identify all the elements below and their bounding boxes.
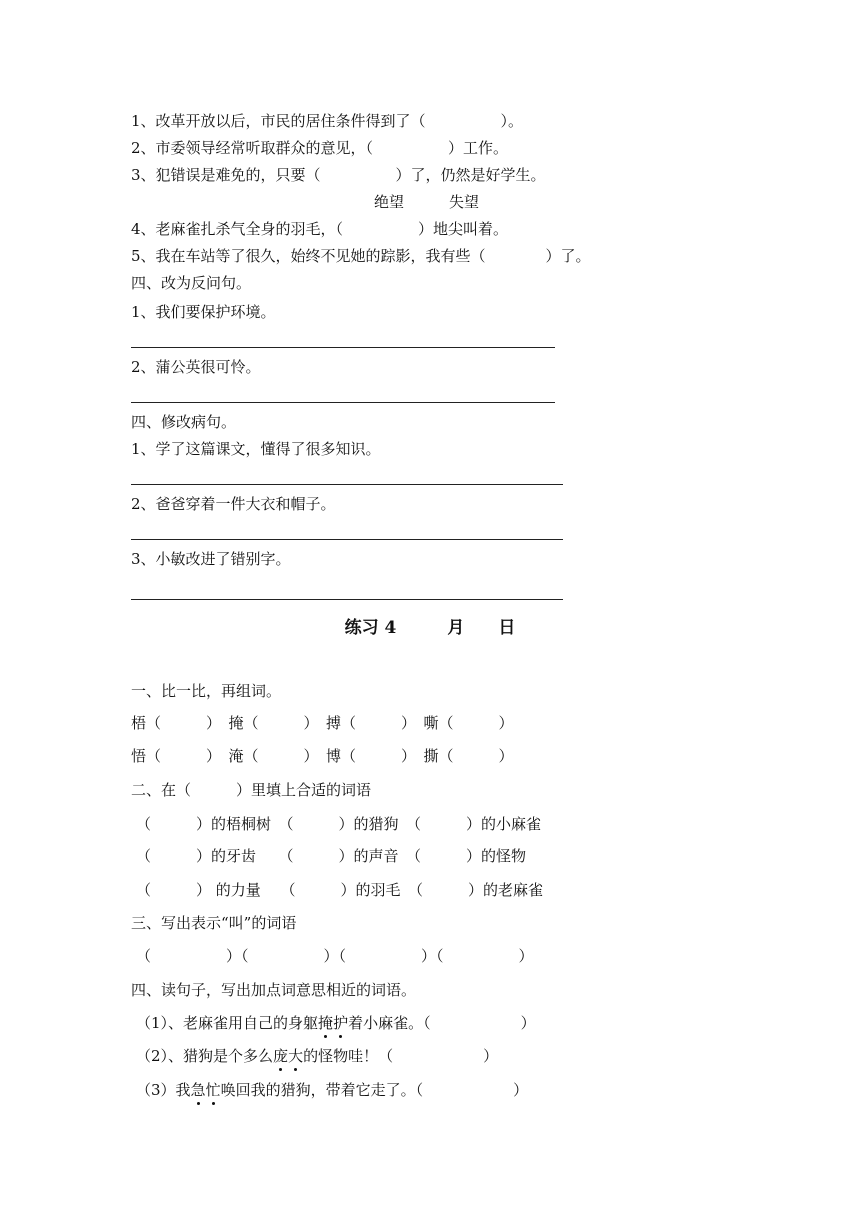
word-choices: 绝望 失望 [374, 193, 480, 211]
section-heading-shout: 三、写出表示“叫”的词语 [131, 914, 297, 932]
section-heading-rhetorical: 四、改为反问句。 [131, 274, 252, 292]
answer-line[interactable] [131, 347, 555, 348]
section-heading-synonyms: 四、读句子，写出加点词意思相近的词语。 [131, 981, 417, 999]
dotted-char: 急 [190, 1081, 206, 1099]
synonym-sentence-2: （2）、猎狗是个多么庞大的怪物哇！（ ） [136, 1047, 499, 1065]
dotted-char: 大 [288, 1047, 304, 1065]
shout-words-row: （ ）（ ）（ ）（ ） [136, 947, 534, 965]
rhetorical-question-2: 2、蒲公英很可怜。 [131, 358, 261, 376]
correction-sentence-3: 3、小敏改进了错别字。 [131, 550, 291, 568]
section-heading-compare: 一、比一比，再组词。 [131, 682, 282, 700]
section-heading-correction: 四、修改病句。 [131, 413, 237, 431]
rhetorical-question-1: 1、我们要保护环境。 [131, 303, 276, 321]
fill-item-2: 2、市委领导经常听取群众的意见，（ ）工作。 [131, 139, 509, 157]
fill-row-3: （ ） 的力量 （ ）的羽毛 （ ）的老麻雀 [136, 881, 544, 899]
fill-item-4: 4、老麻雀扎杀气全身的羽毛，（ ）地尖叫着。 [131, 220, 509, 238]
synonym-sentence-1: （1）、老麻雀用自己的身躯掩护着小麻雀。（ ） [136, 1014, 536, 1032]
section-heading-fill: 二、在（ ）里填上合适的词语 [131, 781, 372, 799]
fill-row-1: （ ）的梧桐树 （ ）的猎狗 （ ）的小麻雀 [136, 815, 542, 833]
correction-sentence-1: 1、学了这篇课文，懂得了很多知识。 [131, 440, 381, 458]
fill-item-5: 5、我在车站等了很久，始终不见她的踪影，我有些（ ）了。 [131, 247, 591, 265]
dotted-char: 护 [333, 1014, 349, 1032]
dotted-char: 庞 [273, 1047, 289, 1065]
answer-line[interactable] [131, 539, 563, 540]
exercise-title: 练习 4 月 日 [344, 618, 516, 638]
dotted-char: 掩 [318, 1014, 334, 1032]
fill-item-3: 3、犯错误是难免的，只要（ ）了，仍然是好学生。 [131, 166, 546, 184]
compare-row-1: 梧（ ） 掩（ ） 搏（ ） 嘶（ ） [131, 714, 514, 732]
dotted-char: 忙 [205, 1081, 221, 1099]
answer-line[interactable] [131, 599, 563, 600]
fill-item-1: 1、改革开放以后，市民的居住条件得到了（ ）。 [131, 112, 524, 130]
answer-line[interactable] [131, 402, 555, 403]
answer-line[interactable] [131, 484, 563, 485]
fill-row-2: （ ）的牙齿 （ ）的声音 （ ）的怪物 [136, 847, 527, 865]
synonym-sentence-3: （3）我急忙唤回我的猎狗，带着它走了。（ ） [136, 1081, 529, 1099]
compare-row-2: 悟（ ） 淹（ ） 博（ ） 撕（ ） [131, 747, 514, 765]
correction-sentence-2: 2、爸爸穿着一件大衣和帽子。 [131, 495, 336, 513]
